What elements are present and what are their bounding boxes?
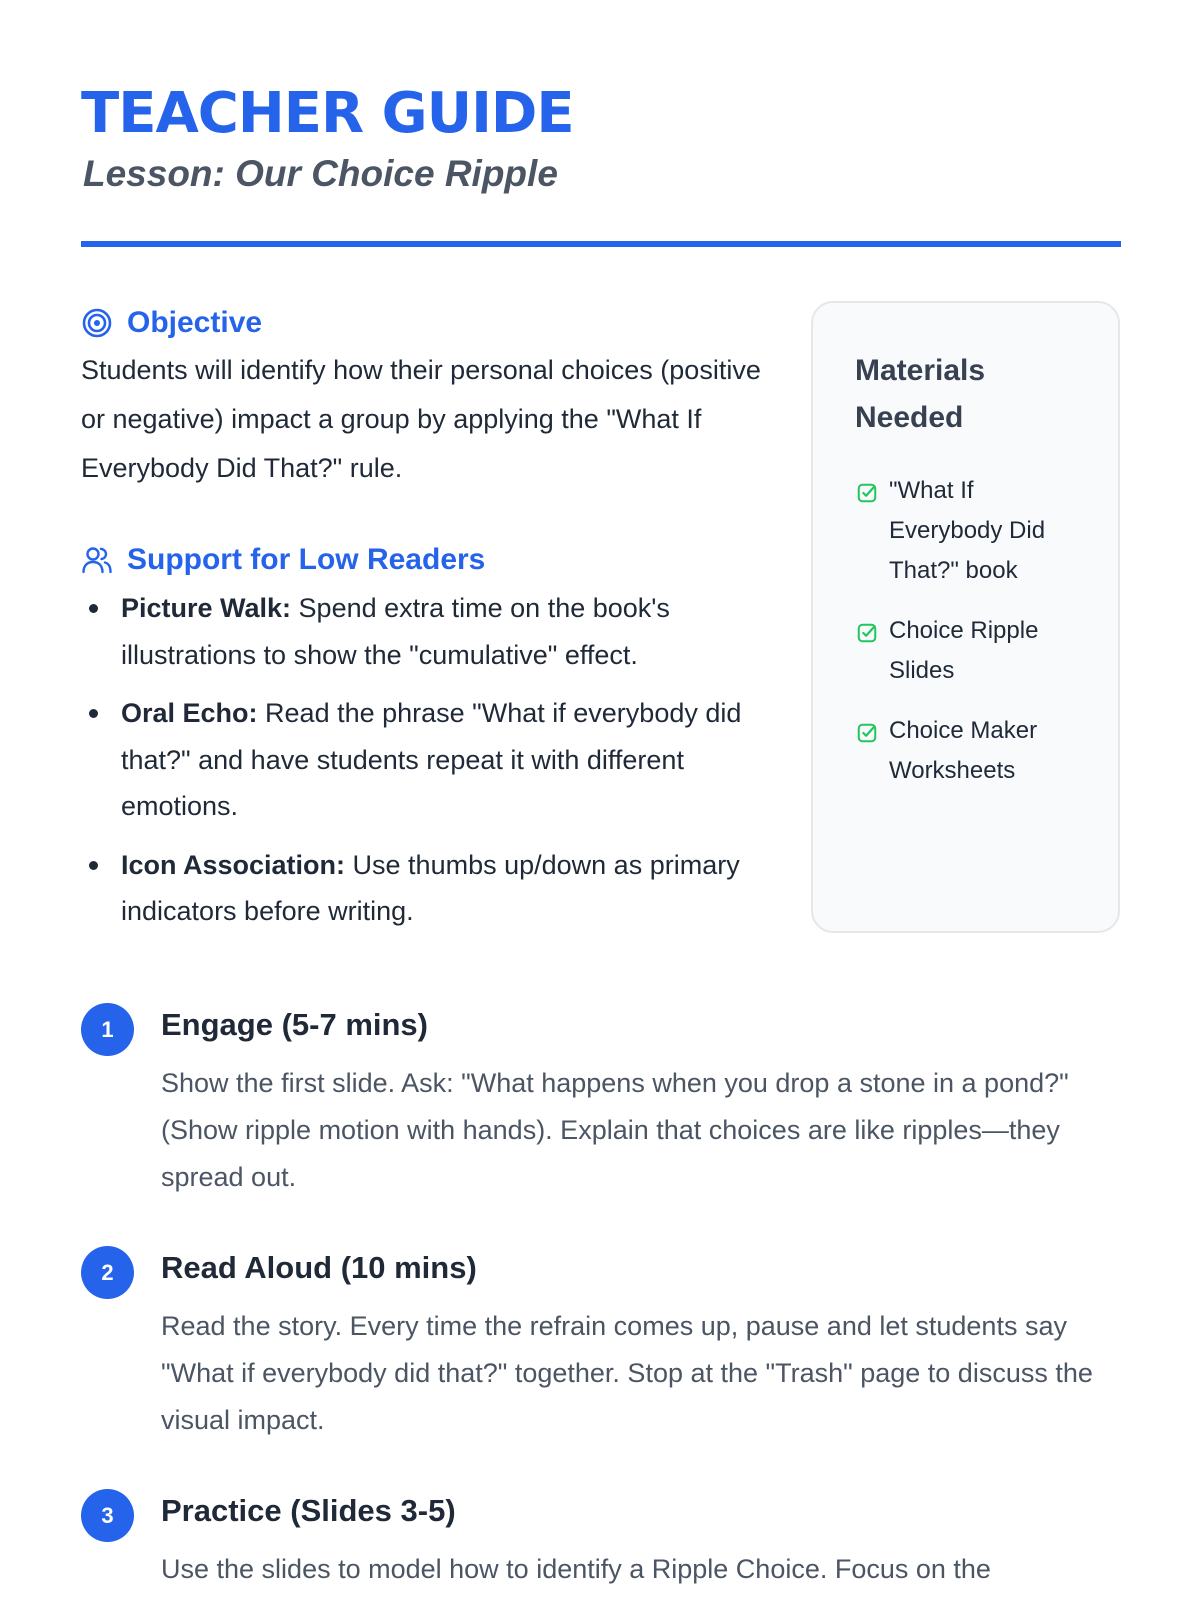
materials-list xyxy=(855,471,1078,791)
checkbox-checked-icon xyxy=(855,481,879,505)
material-label: Choice Ripple Slides xyxy=(889,617,1039,684)
support-term: Icon Association: xyxy=(121,849,346,880)
bullet xyxy=(89,709,98,718)
lesson-subtitle: Lesson: Our Choice Ripple xyxy=(83,153,558,194)
support-term: Picture Walk: xyxy=(121,593,292,623)
list-item xyxy=(81,585,761,678)
step-title: Practice (Slides 3-5) xyxy=(161,1493,456,1528)
step-number-badge: 2 xyxy=(81,1246,134,1299)
target-icon xyxy=(81,307,113,339)
step-title: Read Aloud (10 mins) xyxy=(161,1250,477,1285)
material-item xyxy=(855,471,1078,591)
left-column xyxy=(81,300,761,947)
step-read-aloud xyxy=(81,1243,1126,1444)
material-label: Choice Maker Worksheets xyxy=(889,717,1038,784)
support-text: Use thumbs up/down as primary indicators before writing. xyxy=(121,849,740,926)
step-title: Engage (5-7 mins) xyxy=(161,1007,428,1042)
support-heading-label: Support for Low Readers xyxy=(127,543,486,576)
checkbox-checked-icon xyxy=(855,721,879,745)
step-text: Use the slides to model how to identify a Ripple Choice. Focus on the xyxy=(161,1554,991,1584)
support-text: Spend extra time on the book's illustrations to show the "cumulative" effect. xyxy=(121,593,670,670)
support-term: Oral Echo: xyxy=(121,698,258,728)
step-engage xyxy=(81,1000,1126,1201)
step-number-badge: 3 xyxy=(81,1489,134,1542)
header xyxy=(81,82,1121,196)
objective-heading-label: Objective xyxy=(127,306,263,339)
step-number-badge: 1 xyxy=(81,1003,134,1056)
materials-heading: Materials Needed xyxy=(855,354,986,434)
material-label: "What If Everybody Did That?" book xyxy=(889,477,1046,584)
support-list xyxy=(81,585,761,935)
step-text: Read the story. Every time the refrain comes up, pause and let students say "What if everybody did that?" together. Stop at the "Trash" page to discuss the visual impact. xyxy=(161,1311,1093,1435)
header-divider xyxy=(81,241,1121,247)
list-item xyxy=(81,690,761,830)
objective-heading xyxy=(81,300,761,346)
material-item xyxy=(855,611,1078,691)
materials-card xyxy=(811,301,1120,933)
bullet xyxy=(89,604,98,613)
support-text: Read the phrase "What if everybody did that?" and have students repeat it with different emotions. xyxy=(121,698,742,821)
step-practice xyxy=(81,1486,1126,1593)
objective-text: Students will identify how their personal choices (positive or negative) impact a group by applying the "What If Everybody Did That?" rule. xyxy=(81,355,761,483)
support-heading xyxy=(81,537,761,583)
bullet xyxy=(89,861,98,870)
checkbox-checked-icon xyxy=(855,621,879,645)
step-text: Show the first slide. Ask: "What happens when you drop a stone in a pond?" (Show ripple motion with hands). Explain that choices are like ripples—they spread out. xyxy=(161,1068,1069,1192)
material-item xyxy=(855,711,1078,791)
lesson-steps xyxy=(81,1000,1126,1600)
page-title: TEACHER GUIDE xyxy=(81,81,574,146)
users-icon xyxy=(81,544,113,576)
list-item xyxy=(81,842,761,935)
